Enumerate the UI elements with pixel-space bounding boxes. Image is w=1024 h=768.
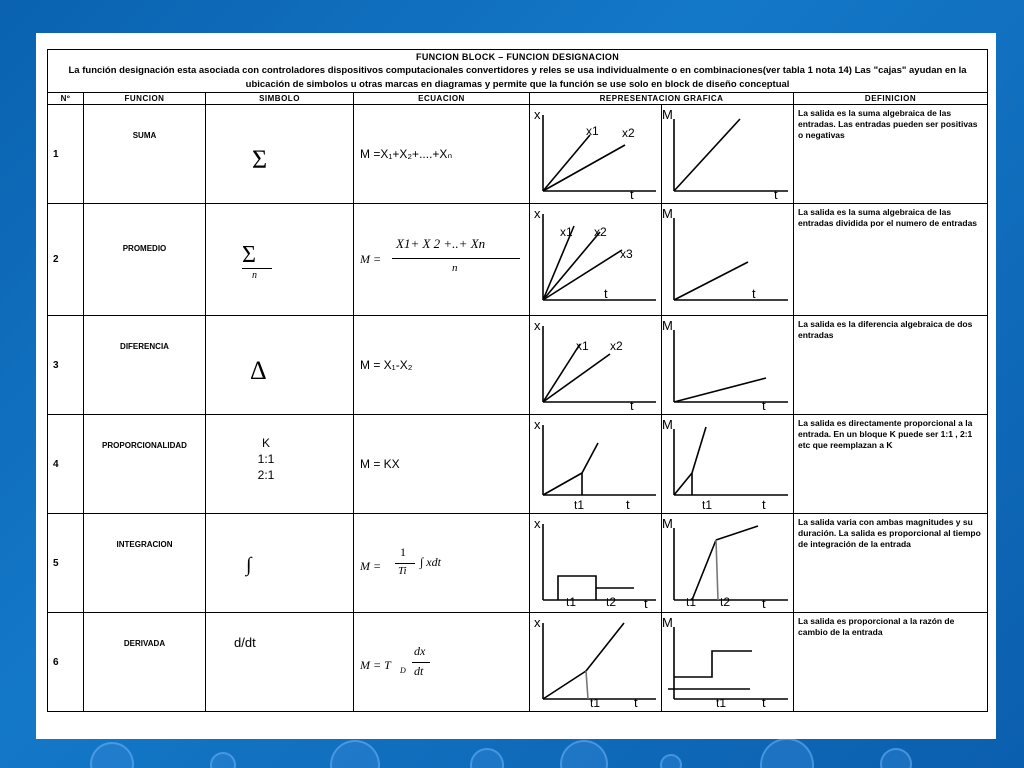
- svg-text:x2: x2: [610, 339, 623, 353]
- slide: [36, 33, 996, 739]
- graph-output: [662, 204, 794, 316]
- svg-text:t: t: [634, 695, 638, 710]
- symbol-derivative: d/dt: [206, 613, 354, 712]
- equation: M = T D dx dt: [354, 613, 530, 712]
- svg-text:t: t: [762, 596, 766, 611]
- svg-text:t2: t2: [606, 595, 617, 609]
- row-num: 4: [48, 415, 84, 514]
- row-num: 1: [48, 105, 84, 204]
- svg-text:t: t: [774, 187, 778, 202]
- svg-text:t1: t1: [590, 696, 601, 710]
- svg-text:t: t: [752, 286, 756, 301]
- table-row: [48, 204, 988, 316]
- graph-input: [530, 514, 662, 613]
- svg-text:t1: t1: [574, 498, 585, 512]
- row-funcion: DERIVADA: [84, 613, 206, 712]
- table-header: [48, 50, 988, 93]
- col-definicion: DEFINICION: [794, 93, 988, 105]
- svg-text:t: t: [604, 286, 608, 301]
- graph-output: [662, 105, 794, 204]
- svg-text:t: t: [630, 187, 634, 202]
- svg-text:x: x: [534, 318, 541, 333]
- svg-text:t: t: [762, 398, 766, 413]
- symbol-sum: Σ: [206, 105, 354, 204]
- symbol-proportional: K 1:1 2:1: [206, 415, 354, 514]
- svg-text:M: M: [662, 318, 673, 333]
- column-headers: [48, 93, 988, 105]
- col-ecuacion: ECUACION: [354, 93, 530, 105]
- table-title: FUNCION BLOCK – FUNCION DESIGNACION: [416, 52, 620, 62]
- graph-input: [530, 316, 662, 415]
- svg-text:M: M: [662, 417, 673, 432]
- svg-text:x: x: [534, 206, 541, 221]
- table-row: [48, 415, 988, 514]
- svg-text:M: M: [662, 516, 673, 531]
- svg-text:t1: t1: [716, 696, 727, 710]
- svg-text:t1: t1: [566, 595, 577, 609]
- svg-text:t2: t2: [720, 595, 731, 609]
- symbol-average: Σ n: [206, 204, 354, 316]
- symbol-difference: Δ: [206, 316, 354, 415]
- svg-text:t: t: [630, 398, 634, 413]
- svg-text:M: M: [662, 107, 673, 122]
- function-block-table: [47, 49, 988, 712]
- row-definicion: La salida es proporcional a la razón de cambio de la entrada: [794, 613, 988, 712]
- svg-text:M: M: [662, 206, 673, 221]
- svg-text:t: t: [762, 695, 766, 710]
- row-funcion: PROMEDIO: [84, 204, 206, 316]
- svg-text:x: x: [534, 107, 541, 122]
- table-row: [48, 316, 988, 415]
- col-num: Nº: [48, 93, 84, 105]
- svg-text:x: x: [534, 516, 541, 531]
- svg-text:M: M: [662, 615, 673, 630]
- svg-text:x2: x2: [594, 225, 607, 239]
- svg-text:x2: x2: [622, 126, 635, 140]
- row-definicion: La salida es la suma algebraica de las entradas dividida por el numero de entradas: [794, 204, 988, 316]
- row-funcion: SUMA: [84, 105, 206, 204]
- graph-output: [662, 415, 794, 514]
- graph-input: [530, 105, 662, 204]
- graph-output: [662, 316, 794, 415]
- col-funcion: FUNCION: [84, 93, 206, 105]
- row-funcion: DIFERENCIA: [84, 316, 206, 415]
- symbol-integral: ∫: [206, 514, 354, 613]
- equation: M =X₁+X₂+....+Xₙ: [354, 105, 530, 204]
- graph-input: [530, 613, 662, 712]
- table-description: La función designación esta asociada con controladores dispositivos computacionales convertidores y reles se usa individualmente o en combinaciones(ver tabla 1 nota 14) Las "cajas" ayudan en la ubicación de simbolos u otras marcas en diagramas y permite que la función se use solo en block de diseño conceptual: [68, 65, 967, 90]
- col-simbolo: SIMBOLO: [206, 93, 354, 105]
- equation: M = 1 Ti ∫ xdt: [354, 514, 530, 613]
- svg-text:x: x: [534, 417, 541, 432]
- svg-text:x1: x1: [560, 225, 573, 239]
- svg-text:x1: x1: [586, 124, 599, 138]
- row-num: 6: [48, 613, 84, 712]
- svg-text:t1: t1: [686, 595, 697, 609]
- table-row: [48, 613, 988, 712]
- row-funcion: INTEGRACION: [84, 514, 206, 613]
- svg-text:t: t: [626, 497, 630, 512]
- graph-output: [662, 514, 794, 613]
- equation: M = KX: [354, 415, 530, 514]
- row-definicion: La salida es la suma algebraica de las entradas. Las entradas pueden ser positivas o negativas: [794, 105, 988, 204]
- graph-input: [530, 415, 662, 514]
- row-definicion: La salida es directamente proporcional a la entrada. En un bloque K puede ser 1:1 , 2:1 etc que reemplazan a K: [794, 415, 988, 514]
- col-grafica: REPRESENTACION GRAFICA: [530, 93, 794, 105]
- svg-text:t1: t1: [702, 498, 713, 512]
- row-num: 5: [48, 514, 84, 613]
- svg-text:t: t: [644, 596, 648, 611]
- graph-input: [530, 204, 662, 316]
- row-num: 2: [48, 204, 84, 316]
- equation: M = X1+ X 2 +..+ Xn n: [354, 204, 530, 316]
- svg-text:x3: x3: [620, 247, 633, 261]
- row-funcion: PROPORCIONALIDAD: [84, 415, 206, 514]
- table-row: [48, 105, 988, 204]
- svg-text:x: x: [534, 615, 541, 630]
- svg-text:x1: x1: [576, 339, 589, 353]
- equation: M = X₁-X₂: [354, 316, 530, 415]
- table-row: [48, 514, 988, 613]
- row-num: 3: [48, 316, 84, 415]
- svg-text:t: t: [762, 497, 766, 512]
- row-definicion: La salida varia con ambas magnitudes y su duración. La salida es proporcional al tiempo de integración de la entrada: [794, 514, 988, 613]
- row-definicion: La salida es la diferencia algebraica de dos entradas: [794, 316, 988, 415]
- graph-output: [662, 613, 794, 712]
